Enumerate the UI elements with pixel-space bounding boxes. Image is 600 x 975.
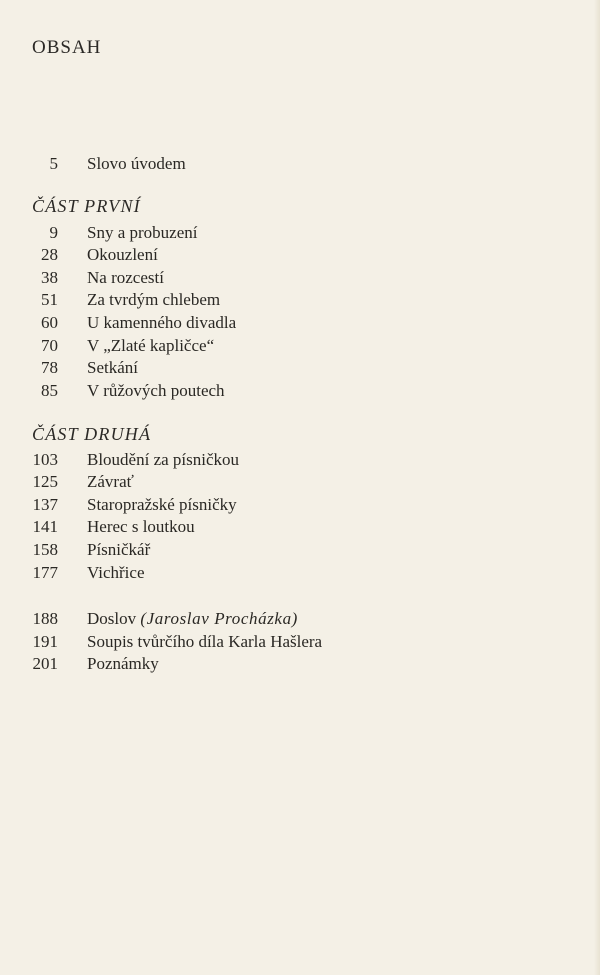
- toc-page-number: 191: [32, 632, 58, 651]
- toc-title: Vichřice: [87, 563, 145, 582]
- toc-page-number: 85: [41, 381, 58, 400]
- toc-page-number: 125: [32, 472, 58, 491]
- toc-title: V růžových poutech: [87, 381, 225, 400]
- toc-title: Slovo úvodem: [87, 154, 186, 173]
- toc-title: Staropražské písničky: [87, 495, 237, 514]
- toc-page-number: 38: [41, 268, 58, 287]
- toc-page-number: 103: [32, 450, 58, 469]
- toc-page-number: 28: [41, 245, 58, 264]
- toc-page-number: 177: [32, 563, 58, 582]
- toc-page-number: 5: [49, 154, 58, 173]
- toc-title: Za tvrdým chlebem: [87, 290, 221, 309]
- toc-page-number: 70: [41, 336, 58, 355]
- toc-title: Sny a probuzení: [87, 223, 198, 242]
- page-edge: [594, 0, 600, 975]
- toc-title: Závrať: [87, 472, 134, 491]
- toc-title: Setkání: [87, 358, 138, 377]
- toc-title: Doslov: [87, 609, 137, 628]
- toc-page-number: 137: [32, 495, 58, 514]
- toc-title: Na rozcestí: [87, 268, 164, 287]
- toc-page-number: 9: [49, 223, 58, 242]
- toc-page-number: 141: [32, 517, 58, 536]
- toc-page-number: 60: [41, 313, 58, 332]
- toc-title: Herec s loutkou: [87, 517, 195, 536]
- toc-title: U kamenného divadla: [87, 313, 237, 332]
- toc-title-group: [87, 609, 298, 629]
- toc-title: Bloudění za písničkou: [87, 450, 240, 469]
- toc-page-number: 51: [41, 290, 58, 309]
- toc-title: Okouzlení: [87, 245, 158, 264]
- toc-title: Soupis tvůrčího díla Karla Hašlera: [87, 632, 323, 651]
- toc-title: V „Zlaté kapličce“: [87, 336, 215, 355]
- page-title: OBSAH: [32, 37, 102, 58]
- toc-title: Písničkář: [87, 540, 151, 559]
- section-heading-part-two: ČÁST DRUHÁ: [32, 424, 152, 444]
- toc-title: Poznámky: [87, 654, 159, 673]
- toc-page-number: 78: [41, 358, 58, 377]
- section-heading-part-one: ČÁST PRVNÍ: [32, 196, 141, 216]
- toc-page-number: 158: [32, 540, 58, 559]
- toc-page-number: 188: [32, 609, 58, 628]
- toc-page-number: 201: [32, 654, 58, 673]
- toc-author: (Jaroslav Procházka): [140, 609, 298, 628]
